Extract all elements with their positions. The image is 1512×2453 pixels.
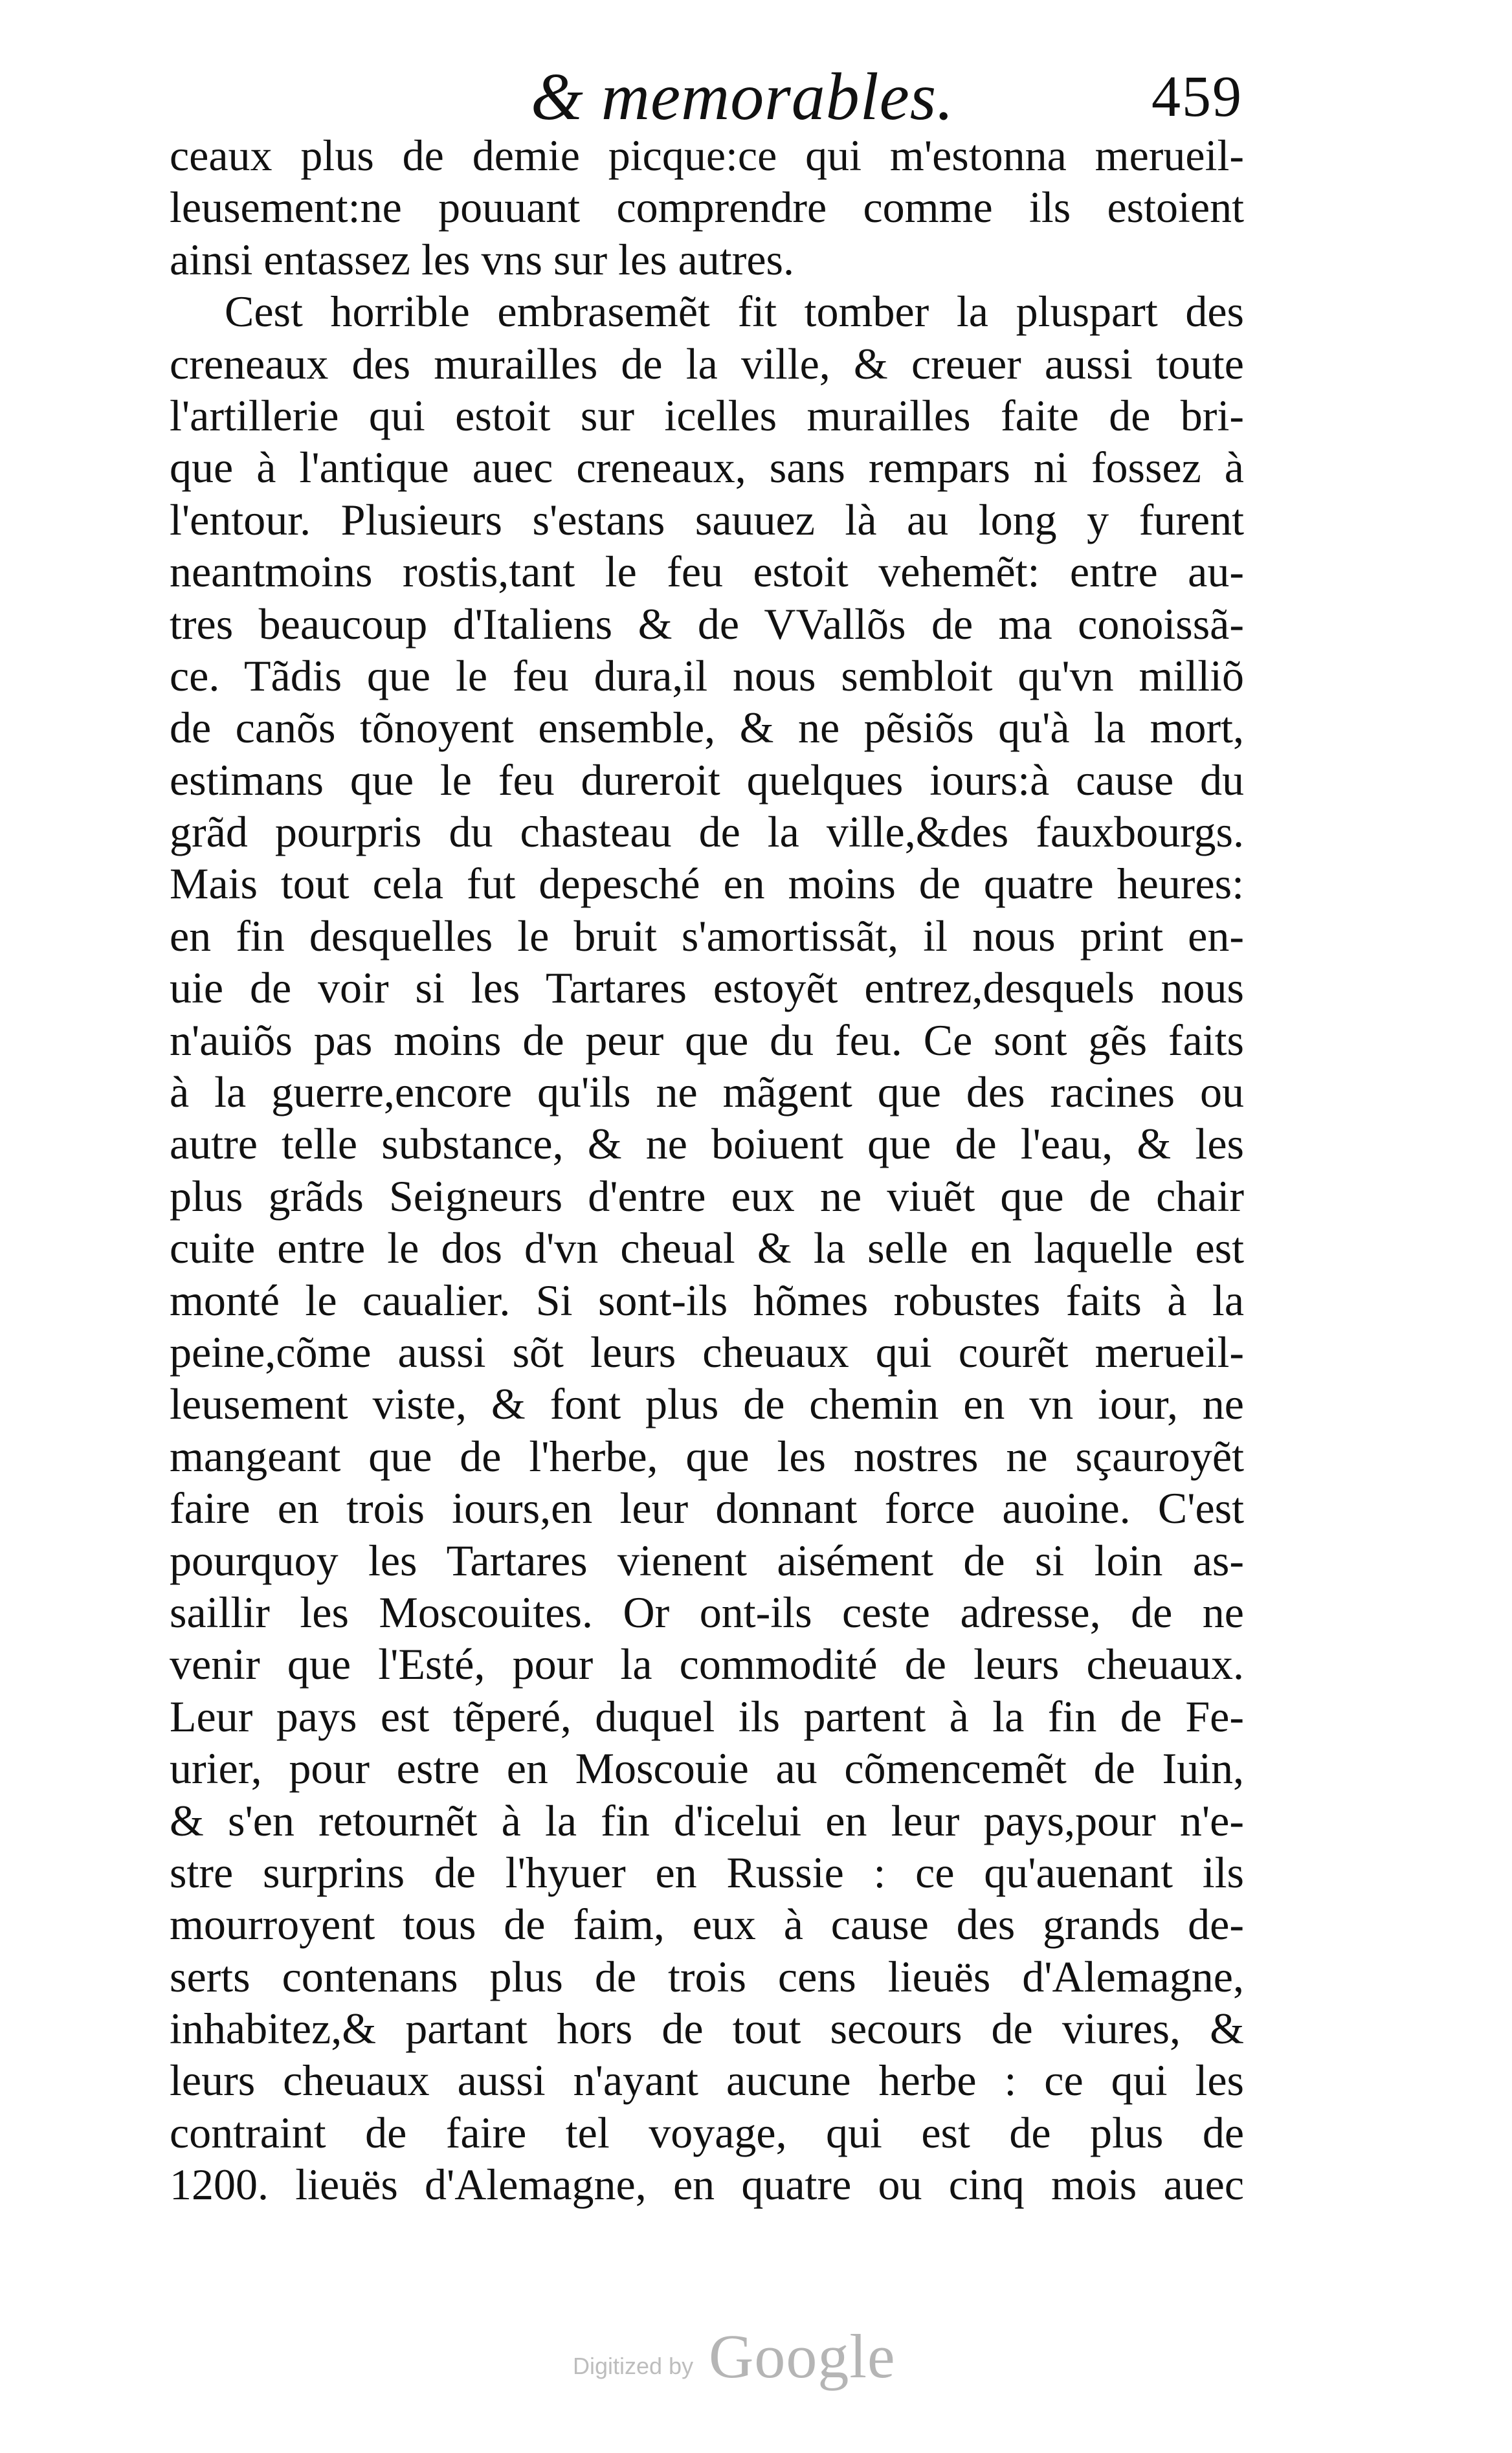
text-line: ainsi entassez les vns sur les autres.	[170, 234, 794, 284]
text-line: neantmoins rostis,tant le feu estoit vehemẽt: entre au-	[170, 547, 1244, 597]
text-line: uie de voir si les Tartares estoyẽt entrez,desquels nous	[170, 963, 1244, 1013]
text-line: stre surprins de l'hyuer en Russie : ce qu'auenant ils	[170, 1847, 1244, 1897]
text-line: en fin desquelles le bruit s'amortissãt, il nous print en-	[170, 911, 1244, 960]
running-head	[531, 55, 1243, 139]
text-line: cuite entre le dos d'vn cheual & la selle en laquelle est	[170, 1223, 1244, 1273]
text-line: pourquoy les Tartares vienent aisément de si loin as-	[170, 1535, 1244, 1585]
text-line: ce. Tãdis que le feu dura,il nous sembloit qu'vn milliõ	[170, 650, 1244, 700]
digitized-label: Digitized by	[573, 2353, 694, 2379]
text-line: leusement:ne pouuant comprendre comme ils estoient	[170, 183, 1244, 232]
text-line: urier, pour estre en Moscouie au cõmencemẽt de Iuin,	[170, 1744, 1244, 1793]
text-line: l'artillerie qui estoit sur icelles murailles faite de bri-	[170, 390, 1244, 440]
text-line: leusement viste, & font plus de chemin en vn iour, ne	[170, 1379, 1244, 1429]
running-title: & memorables.	[531, 60, 955, 134]
digitized-watermark	[573, 2320, 935, 2392]
text-line: l'entour. Plusieurs s'estans sauuez là au long y furent	[170, 494, 1244, 544]
text-line: ceaux plus de demie picque:ce qui m'estonna merueil-	[170, 131, 1244, 180]
text-line: contraint de faire tel voyage, qui est de plus de	[170, 2107, 1244, 2157]
text-line: serts contenans plus de trois cens lieuës d'Alemagne,	[170, 1951, 1244, 2001]
text-line: autre telle substance, & ne boiuent que de l'eau, & les	[170, 1119, 1244, 1169]
text-line: monté le caualier. Si sont-ils hõmes robustes faits à la	[170, 1275, 1244, 1325]
text-line: inhabitez,& partant hors de tout secours de viures, &	[170, 2004, 1244, 2054]
page-number: 459	[1151, 65, 1243, 129]
text-line: faire en trois iours,en leur donnant force auoine. C'est	[170, 1483, 1244, 1533]
text-line: n'auiõs pas moins de peur que du feu. Ce sont gẽs faits	[170, 1015, 1244, 1065]
body-text	[170, 129, 1244, 2211]
text-line: plus grãds Seigneurs d'entre eux ne viuẽt que de chair	[170, 1171, 1244, 1221]
text-line: mourroyent tous de faim, eux à cause des grands de-	[170, 1900, 1244, 1949]
text-line: que à l'antique auec creneaux, sans rempars ni fossez à	[170, 443, 1244, 493]
text-line: creneaux des murailles de la ville, & creuer aussi toute	[170, 339, 1244, 388]
text-line: & s'en retournẽt à la fin d'icelui en leur pays,pour n'e-	[170, 1795, 1244, 1845]
text-line: à la guerre,encore qu'ils ne mãgent que des racines ou	[170, 1067, 1244, 1117]
text-line: 1200. lieuës d'Alemagne, en quatre ou cinq mois auec	[170, 2160, 1244, 2210]
text-line: grãd pourpris du chasteau de la ville,&des fauxbourgs.	[170, 807, 1244, 857]
text-line: Cest horrible embrasemẽt fit tomber la pluspart des	[225, 287, 1244, 337]
text-line: Leur pays est tẽperé, duquel ils partent à la fin de Fe-	[170, 1691, 1244, 1741]
text-line: Mais tout cela fut depesché en moins de quatre heures:	[170, 859, 1244, 909]
text-line: mangeant que de l'herbe, que les nostres ne sçauroyẽt	[170, 1431, 1244, 1481]
text-line: venir que l'Esté, pour la commodité de leurs cheuaux.	[170, 1639, 1244, 1689]
text-line: peine,cõme aussi sõt leurs cheuaux qui courẽt merueil-	[170, 1327, 1244, 1377]
text-line: saillir les Moscouites. Or ont-ils ceste adresse, de ne	[170, 1587, 1244, 1637]
text-line: estimans que le feu dureroit quelques iours:à cause du	[170, 755, 1244, 805]
text-line: tres beaucoup d'Italiens & de VVallõs de ma conoissã-	[170, 599, 1244, 649]
google-logo: Google	[709, 2322, 896, 2391]
text-line: leurs cheuaux aussi n'ayant aucune herbe : ce qui les	[170, 2056, 1244, 2105]
text-line: de canõs tõnoyent ensemble, & ne pẽsiõs qu'à la mort,	[170, 703, 1244, 753]
